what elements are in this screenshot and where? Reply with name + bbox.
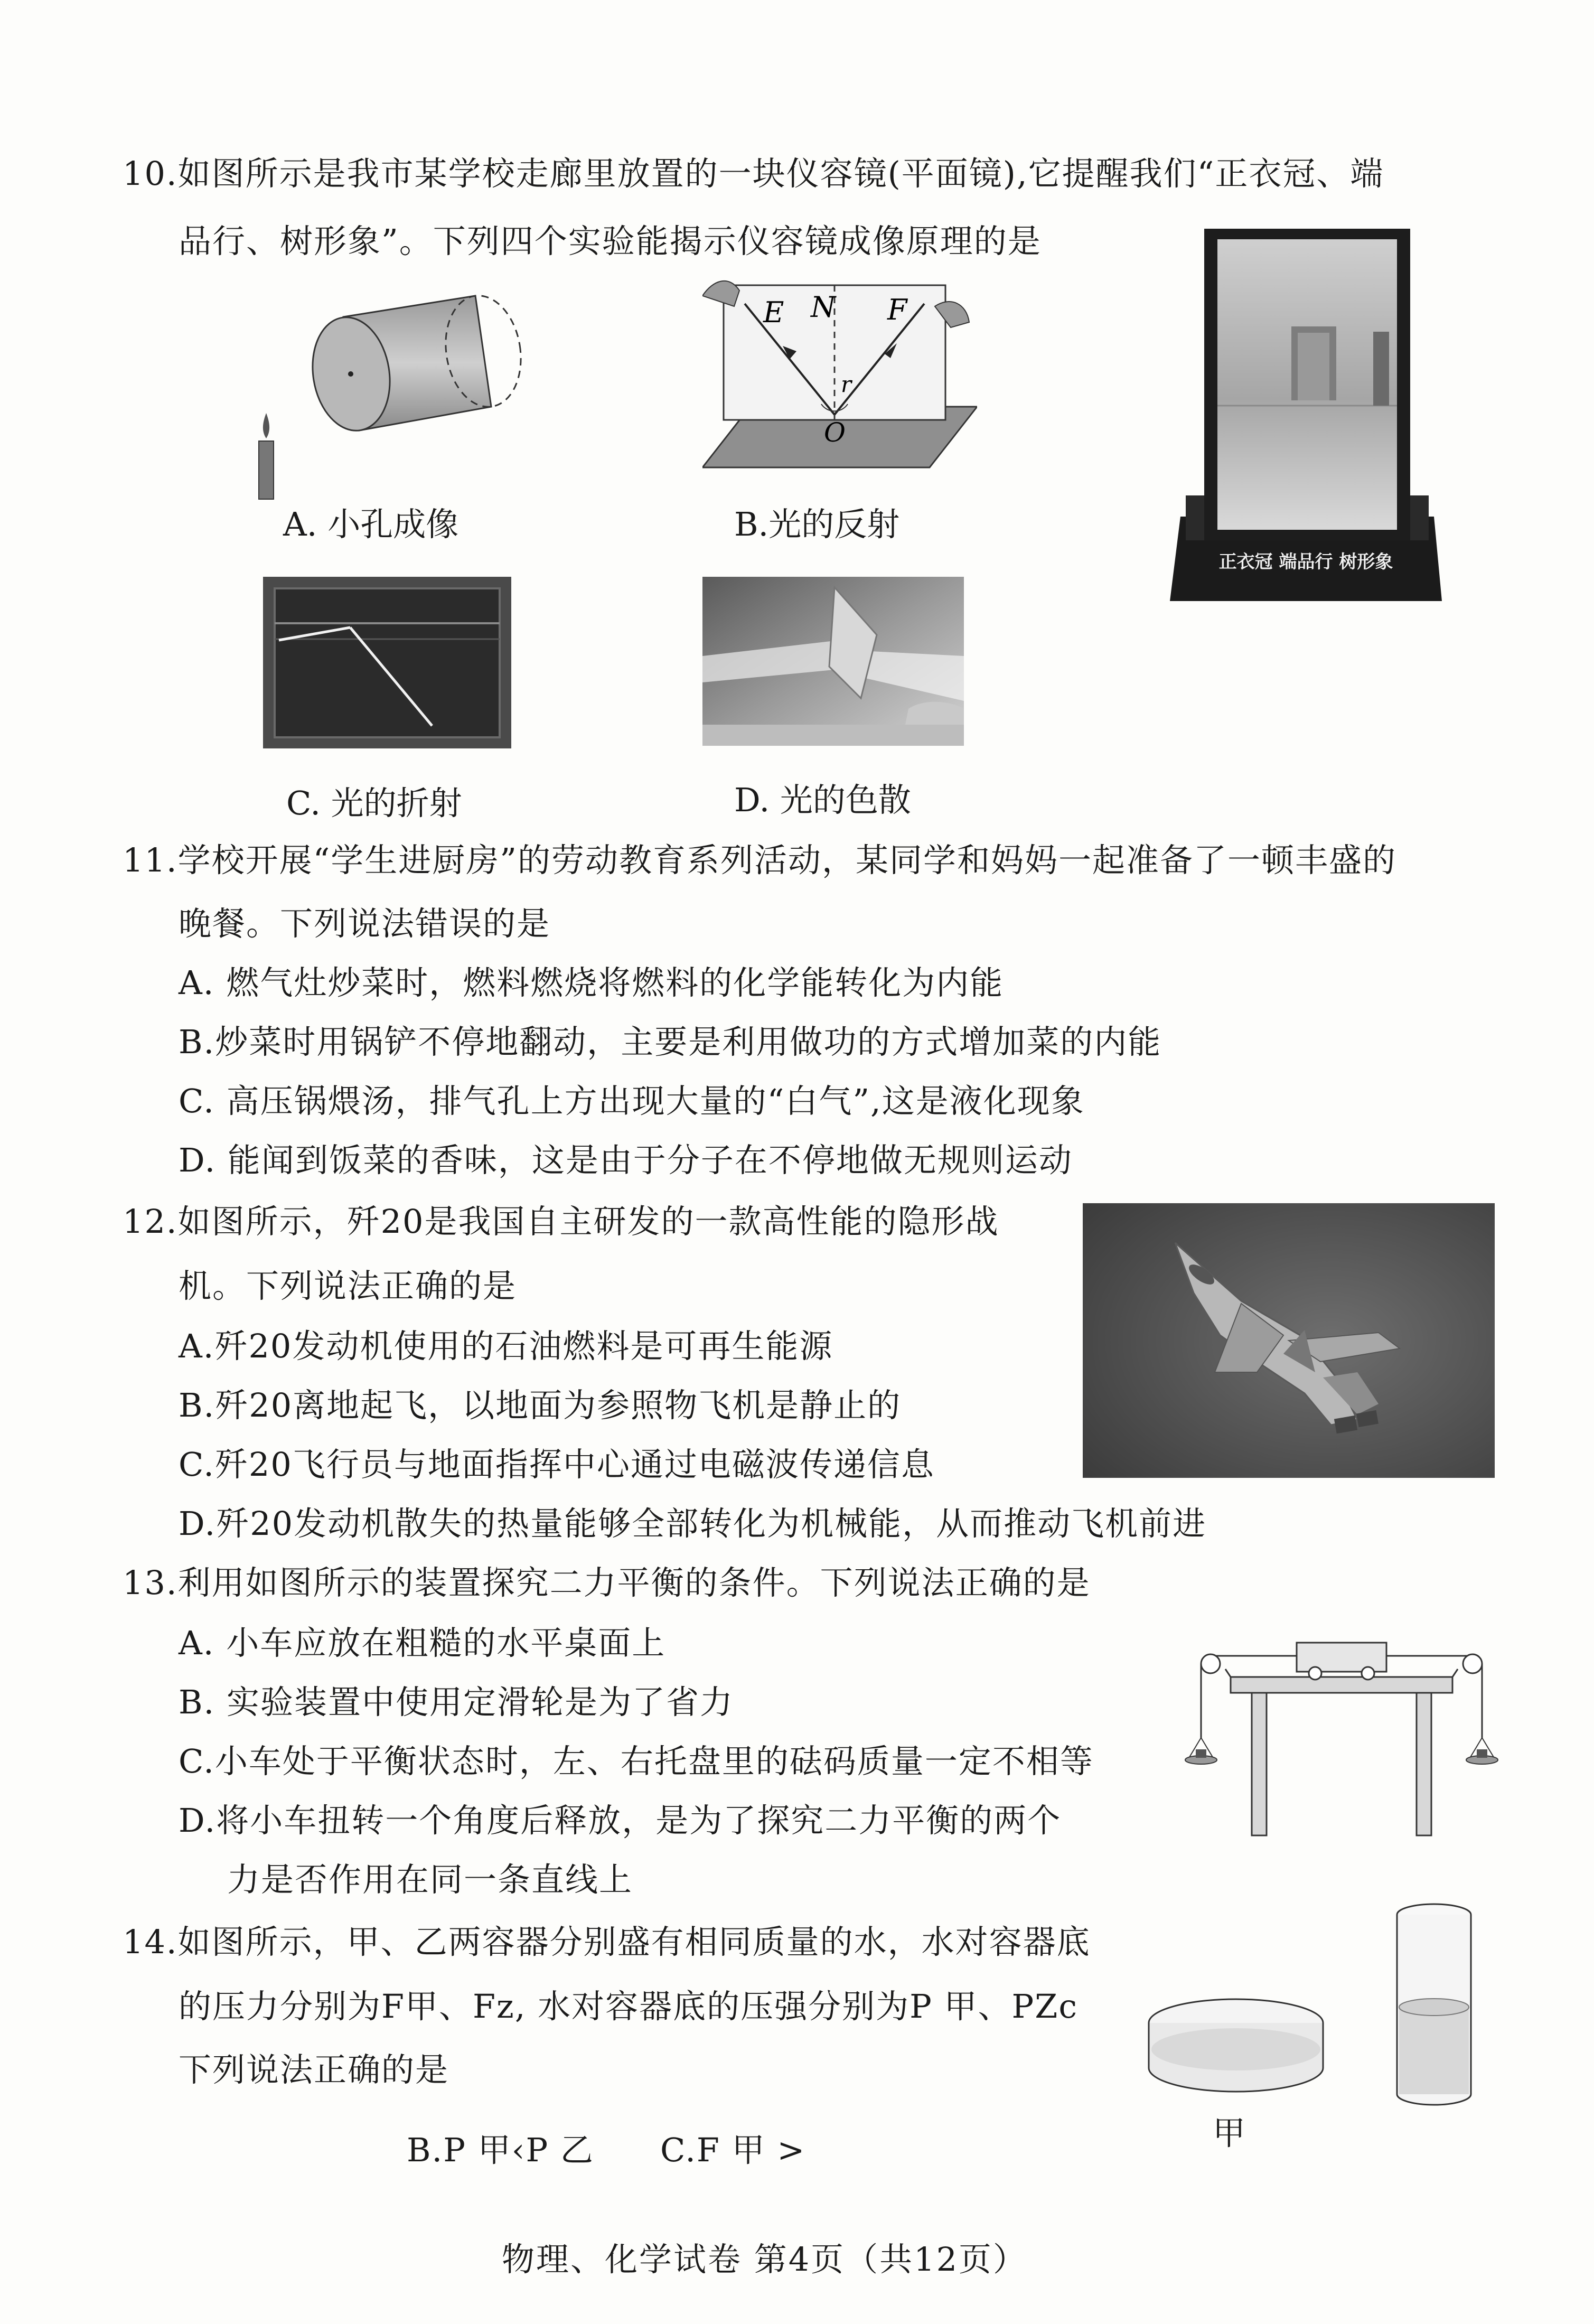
q13-option-c: C.小车处于平衡状态时，左、右托盘里的砝码质量一定不相等 bbox=[179, 1742, 1094, 1781]
figure-a-pinhole bbox=[238, 280, 565, 502]
q11-option-c: C. 高压锅煨汤，排气孔上方出现大量的“白气”,这是液化现象 bbox=[179, 1082, 1085, 1120]
figure-d-dispersion bbox=[702, 577, 964, 746]
q12-option-a: A.歼20发动机使用的石油燃料是可再生能源 bbox=[179, 1327, 833, 1365]
q14-stem-line2: 的压力分别为F甲、Fz, 水对容器底的压强分别为P 甲、PZc bbox=[179, 1987, 1079, 2026]
q12-option-b: B.歼20离地起飞，以地面为参照物飞机是静止的 bbox=[179, 1386, 902, 1425]
jet-photo bbox=[1083, 1203, 1495, 1478]
q12-option-c: C.歼20飞行员与地面指挥中心通过电磁波传递信息 bbox=[179, 1445, 935, 1484]
containers-figure bbox=[1141, 1891, 1489, 2118]
pinhole-camera-drawing bbox=[238, 280, 565, 502]
option-a-label: A. 小孔成像 bbox=[283, 505, 459, 543]
option-d-label: D. 光的色散 bbox=[734, 781, 911, 819]
q11-stem-line2: 晚餐。下列说法错误的是 bbox=[179, 904, 551, 943]
mirror-sign-text: 正衣冠 端品行 树形象 bbox=[1218, 551, 1393, 573]
option-c-label: C. 光的折射 bbox=[286, 784, 462, 822]
q10-stem-line1: 10.如图所示是我市某学校走廊里放置的一块仪容镜(平面镜),它提醒我们“正衣冠、端 bbox=[123, 154, 1384, 193]
label-r: r bbox=[841, 371, 852, 397]
q14-stem-line1: 14.如图所示，甲、乙两容器分别盛有相同质量的水，水对容器底 bbox=[123, 1923, 1091, 1961]
dressing-mirror-drawing bbox=[1159, 221, 1452, 601]
page-footer: 物理、化学试卷 第4页（共12页） bbox=[502, 2240, 1028, 2279]
stealth-fighter-drawing bbox=[1083, 1203, 1495, 1478]
q12-stem-line2: 机。下列说法正确的是 bbox=[179, 1267, 517, 1305]
q10-stem-line2: 品行、树形象”。下列四个实验能揭示仪容镜成像原理的是 bbox=[179, 222, 1042, 260]
q12-stem-line1: 12.如图所示，歼20是我国自主研发的一款高性能的隐形战 bbox=[123, 1202, 999, 1241]
label-e: E bbox=[763, 296, 784, 329]
label-n: N bbox=[811, 290, 836, 324]
option-b-label: B.光的反射 bbox=[734, 505, 900, 543]
water-containers-drawing bbox=[1141, 1891, 1489, 2118]
refraction-tank-drawing bbox=[263, 577, 511, 748]
label-o: O bbox=[824, 417, 846, 448]
q13-option-b: B. 实验装置中使用定滑轮是为了省力 bbox=[179, 1683, 734, 1721]
q13-option-a: A. 小车应放在粗糙的水平桌面上 bbox=[179, 1624, 666, 1662]
two-force-balance-drawing bbox=[1173, 1627, 1511, 1838]
q11-option-a: A. 燃气灶炒菜时，燃料燃烧将燃料的化学能转化为内能 bbox=[179, 963, 1004, 1002]
q11-option-b: B.炒菜时用锅铲不停地翻动，主要是利用做功的方式增加菜的内能 bbox=[179, 1023, 1162, 1061]
q13-option-d: D.将小车扭转一个角度后释放，是为了探究二力平衡的两个 bbox=[179, 1801, 1062, 1840]
figure-b-reflection bbox=[702, 275, 977, 475]
q13-option-d-cont: 力是否作用在同一条直线上 bbox=[227, 1860, 633, 1899]
label-f: F bbox=[887, 293, 907, 326]
q13-stem: 13.利用如图所示的装置探究二力平衡的条件。下列说法正确的是 bbox=[123, 1563, 1091, 1602]
q14-option-b: B.P 甲‹P 乙 bbox=[407, 2131, 594, 2169]
mirror-photo bbox=[1159, 221, 1452, 601]
q14-option-c-partial: C.F 甲 > bbox=[660, 2131, 806, 2169]
balance-apparatus bbox=[1173, 1627, 1511, 1838]
dispersion-prism-drawing bbox=[702, 577, 964, 746]
container-label-jia: 甲 bbox=[1213, 2114, 1246, 2152]
q11-stem-line1: 11.学校开展“学生进厨房”的劳动教育系列活动，某同学和妈妈一起准备了一顿丰盛的 bbox=[123, 841, 1396, 879]
q12-option-d: D.歼20发动机散失的热量能够全部转化为机械能，从而推动飞机前进 bbox=[179, 1504, 1207, 1543]
reflection-board-drawing bbox=[702, 275, 977, 475]
figure-c-refraction bbox=[263, 577, 511, 748]
q11-option-d: D. 能闻到饭菜的香味，这是由于分子在不停地做无规则运动 bbox=[179, 1141, 1073, 1179]
q14-stem-line3: 下列说法正确的是 bbox=[179, 2050, 449, 2089]
